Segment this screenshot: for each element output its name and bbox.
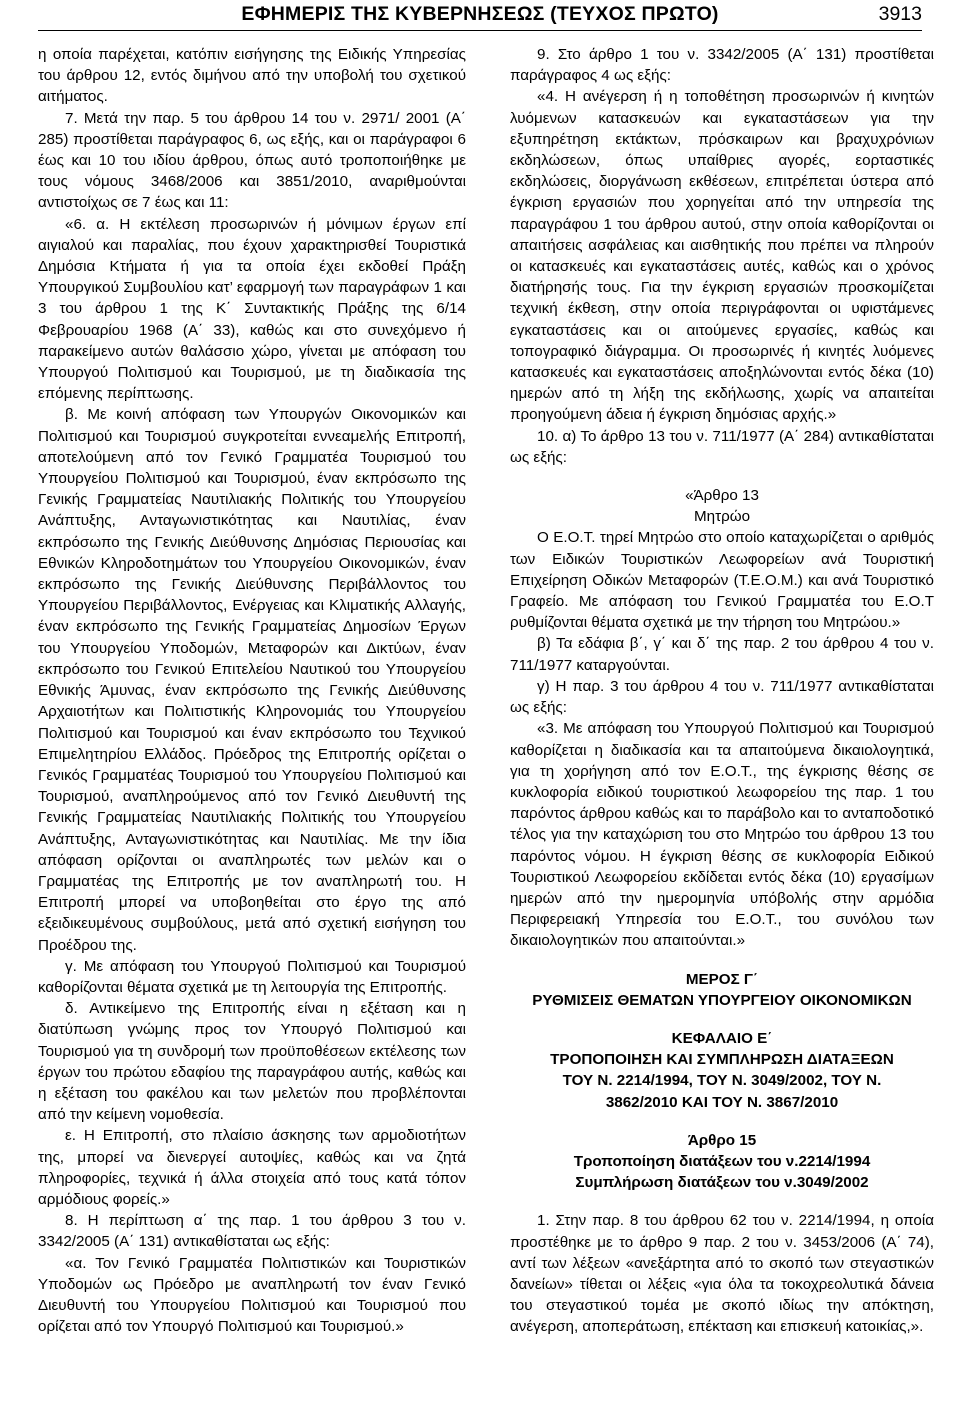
part-title: ΡΥΘΜΙΣΕΙΣ ΘΕΜΑΤΩΝ ΥΠΟΥΡΓΕΙΟΥ ΟΙΚΟΝΟΜΙΚΩΝ: [532, 991, 912, 1009]
paragraph: 1. Στην παρ. 8 του άρθρου 62 του ν. 2214/1994, η οποία προστέθηκε με το άρθρο 9 παρ. 2 του ν. 3453/2006 (Α΄ 74), αντί των λέξεων «ανεξάρτητα από το σκοπό των στεγαστικών δανείων» τίθεται οι λέξεις «για όλα τα τοκοχρεολυτικά δάνεια του στεγαστικού τομέα με σκοπό ιδίως την απόκτηση, ανέγερση, αποπεράτωση, επέκταση και επισκευή κατοικίας,».: [510, 1212, 934, 1336]
spacer: [510, 952, 934, 969]
paragraph: η οποία παρέχεται, κατόπιν εισήγησης της Ειδικής Υπηρεσίας του άρθρου 12, εντός διμήνου από την υποβολή του σχετικού αιτήματος.: [38, 46, 466, 106]
left-column: [38, 44, 466, 1337]
right-column: [510, 44, 934, 1338]
paragraph: δ. Αντικείμενο της Επιτροπής είναι η εξέταση και η διατύπωση γνώμης προς τον Υπουργό Πολιτισμού και Τουρισμού για τη συνδρομή των προϋποθέσεων εκτέλεσης των έργων του πρώτου εδαφίου της παραγράφου αυτής, καθώς και η εξέταση του φακέλου και των μελετών που προβλέπονται από την κείμενη νομοθεσία.: [38, 1000, 466, 1124]
spacer: [510, 1193, 934, 1210]
article-title: Συμπλήρωση διατάξεων του ν.3049/2002: [575, 1174, 869, 1192]
spacer: [510, 1011, 934, 1028]
paragraph: «α. Τον Γενικό Γραμματέα Πολιτιστικών και Τουριστικών Υποδομών ως Πρόεδρο με αναπληρωτή τον έναν Γενικό Διευθυντή του Υπουργείου Πολιτισμού και Τουρισμού που ορίζεται από τον Υπουργό Πολιτισμού και Τουρισμού.»: [38, 1254, 466, 1336]
paragraph: 10. α) Το άρθρο 13 του ν. 711/1977 (Α΄ 284) αντικαθίσταται ως εξής:: [510, 427, 934, 466]
paragraph: γ. Με απόφαση του Υπουργού Πολιτισμού και Τουρισμού καθορίζονται θέματα σχετικά με τη λειτουργία της Επιτροπής.: [38, 957, 466, 996]
paragraph: «6. α. Η εκτέλεση προσωρινών ή μόνιμων έργων επί αιγιαλού και παραλίας, που έχουν χαρακτηρισθεί Τουριστικά Δημόσια Κτήματα ή για τα οποία έχει εκδοθεί Πράξη Υπουργικού Συμβουλίου κατ’ εφαρμογή των παραγράφων 1 και 3 του άρθρου 1 της Κ΄ Συντακτικής Πράξης της 6/14 Φεβρουαρίου 1968 (Α΄ 33), καθώς και στο συνεχόμενο ή παρακείμενο αυτών θαλάσσιο χώρο, γίνεται με απόφαση του Υπουργού Πολιτισμού και Τουρισμού, με τη διαδικασία της επόμενης περίπτωσης.: [38, 215, 466, 403]
spacer: [510, 1113, 934, 1130]
paragraph: ε. Η Επιτροπή, στο πλαίσιο άσκησης των αρμοδιοτήτων της, μπορεί να διενεργεί αυτοψίες, καθώς και να ζητά πληροφορίες, τεχνικά ή άλλα στοιχεία από τους κατά τόπον αρμόδιους φορείς.»: [38, 1127, 466, 1208]
article-heading: Άρθρο 15: [687, 1131, 757, 1149]
paragraph: β) Τα εδάφια β΄, γ΄ και δ΄ της παρ. 2 του άρθρου 4 του ν. 711/1977 καταργούνται.: [510, 635, 934, 674]
paragraph: γ) Η παρ. 3 του άρθρου 4 του ν. 711/1977 αντικαθίσταται ως εξής:: [510, 677, 934, 717]
paragraph: Ο Ε.Ο.Τ. τηρεί Μητρώο στο οποίο καταχωρίζεται ο αριθμός των Ειδικών Τουριστικών Λεωφορείων ανά Τουριστική Επιχείρηση Οδικών Μεταφορών (Τ.Ε.Ο.Μ.) και ανά Τουριστικό Γραφείο. Με απόφαση του Γενικού Γραμματέα του Ε.Ο.Τ ρυθμίζονται θέματα σχετικά με την τήρηση του Μητρώου.»: [510, 529, 934, 632]
gazette-title: ΕΦΗΜΕΡΙΣ ΤΗΣ ΚΥΒΕΡΝΗΣΕΩΣ (ΤΕΥΧΟΣ ΠΡΩΤΟ): [241, 3, 719, 25]
paragraph: «3. Με απόφαση του Υπουργού Πολιτισμού και Τουρισμού καθορίζεται η διαδικασία και τα απαιτούμενα δικαιολογητικά, για τη χορήγηση από τον Ε.Ο.Τ., της έγκρισης θέσης σε κυκλοφορία ειδικού τουριστικού λεωφορείου της παρ. 1 του παρόντος άρθρου καθώς και το παράβολο και το ανταποδοτικό τέλος για την καταχώριση του στο Μητρώο του άρθρου 13 του παρόντος νόμου. Η έγκριση θέσης σε κυκλοφορία Ειδικού Τουριστικού Λεωφορείου εκδίδεται εντός δέκα (10) εργασίμων ημερών από την ημερομηνία υπόβολής στην αρμόδια Περιφερειακή Υπηρεσία του Ε.Ο.Τ., του συνόλου των δικαιολογητικών που απαιτούνται.»: [510, 720, 934, 950]
chapter-title: ΤΡΟΠΟΠΟΙΗΣΗ ΚΑΙ ΣΥΜΠΛΗΡΩΣΗ ΔΙΑΤΑΞΕΩΝ: [550, 1051, 894, 1069]
paragraph: 9. Στο άρθρο 1 του ν. 3342/2005 (Α΄ 131) προστίθεται παράγραφος 4 ως εξής:: [510, 46, 934, 85]
article-title: Τροποποίηση διατάξεων του ν.2214/1994: [573, 1152, 871, 1170]
paragraph: «4. Η ανέγερση ή η τοποθέτηση προσωρινών ή κινητών λυόμενων κατασκευών και εγκαταστάσεων για την εξυπηρέτηση εκτάκτων, πρόσκαιρων και βραχυχρόνιων εκδηλώσεων, όπως υπαίθριες αγορές, εορταστικές εκδηλώσεις, διοργάνωση εκθέσεων, επιτρέπεται ύστερα από έγκριση εργασιών που χορηγείται από την υπηρεσία της παραγράφου 1 του άρθρου αυτού, στην οποία καθορίζονται οι απαιτήσεις ασφάλειας και αισθητικής που πρέπει να πληρούν οι κατασκευές και εγκαταστάσεις αυτές, καθώς και ο χρόνος διατήρησής τους. Για την έγκριση εργασιών προσκομίζεται τεχνική έκθεση, στην οποία περιγράφονται οι υφιστάμενες εγκαταστάσεις και οι αιτούμενες εργασίες, καθώς και τοπογραφικό διάγραμμα. Οι προσωρινές ή κινητές λυόμενες κατασκευές και εγκαταστάσεις αποξηλώνονται εντός δέκα (10) ημερών από τη λήξη της εκδήλωσης, χωρίς να απαιτείται προηγούμενη άδεια ή έγκριση δημόσιας αρχής.»: [510, 88, 934, 424]
article-title: Μητρώο: [693, 508, 751, 526]
article-heading: «Άρθρο 13: [685, 487, 759, 505]
paragraph: 7. Μετά την παρ. 5 του άρθρου 14 του ν. 2971/ 2001 (Α΄ 285) προστίθεται παράγραφος 6, ως εξής, και οι παράγραφοι 6 έως και 10 του ιδίου άρθρου, όπως αυτό τροποποιήθηκε με τους νόμους 3468/2006 και 3851/2010, αναριθμούνται αντιστοίχως σε 7 έως και 11:: [38, 109, 466, 212]
page-number: 3913: [878, 3, 922, 25]
chapter-title: ΤΟΥ Ν. 2214/1994, ΤΟΥ Ν. 3049/2002, ΤΟΥ Ν.: [562, 1072, 882, 1090]
spacer: [510, 468, 934, 485]
part-heading: ΜΕΡΟΣ Γ΄: [685, 970, 759, 988]
paragraph: β. Με κοινή απόφαση των Υπουργών Οικονομικών και Πολιτισμού και Τουρισμού συγκροτείται εννεαμελής Επιτροπή, αποτελούμενη από τον Γενικό Γραμματέα Τουρισμού του Υπουργείου Πολιτισμού και Τουρισμού, έναν εκπρόσωπο της Γενικής Γραμματείας Ναυτιλιακής Πολιτικής του Υπουργείου Ανάπτυξης, Ανταγωνιστικότητας και Ναυτιλίας, έναν εκπρόσωπο της Γενικής Διεύθυνσης Δημόσιας Περιουσίας και Εθνικών Κληροδοτημάτων του Υπουργείου Οικονομικών, έναν εκπρόσωπο της Γενικής Διεύθυνσης Περιβάλλοντος του Υπουργείου Περιβάλλοντος, Ενέργειας και Κλιματικής Αλλαγής, έναν εκπρόσωπο της Γενικής Γραμματείας Δημοσίων Έργων του Υπουργείου Υποδομών, Μεταφορών και Δικτύων, έναν εκπρόσωπο του Γενικού Επιτελείου Ναυτικού του Υπουργείου Εθνικής Άμυνας, έναν εκπρόσωπο της Γενικής Διεύθυνσης Αρχαιοτήτων και Πολιτιστικής Κληρονομιάς του Υπουργείου Πολιτισμού και Τουρισμού και έναν εκπρόσωπο του Τεχνικού Επιμελητηρίου Ελλάδος. Πρόεδρος της Επιτροπής ορίζεται ο Γενικός Γραμματέας Τουρισμού του Υπουργείου Πολιτισμού και Τουρισμού, αναπληρούμενος από τον Γενικό Διευθυντή της Γενικής Γραμματείας Ναυτιλιακής Πολιτικής του Υπουργείου Ανάπτυξης, Ανταγωνιστικότητας και Ναυτιλίας. Με την ίδια απόφαση ορίζονται οι αναπληρωτές των μελών και ο Γραμματέας της Επιτροπής με τον αναπληρωτή του. Η Επιτροπή μπορεί να υποβοηθείται στο έργο της από εξειδικευμένους συμβούλους, μετά από σχετική εισήγηση του Προέδρου της.: [38, 406, 466, 954]
paragraph: 8. Η περίπτωση α΄ της παρ. 1 του άρθρου 3 του ν. 3342/2005 (Α΄ 131) αντικαθίσταται ως εξής:: [38, 1212, 466, 1251]
chapter-heading: ΚΕΦΑΛΑΙΟ Ε΄: [671, 1029, 773, 1047]
page-header: [38, 0, 922, 31]
chapter-title: 3862/2010 ΚΑΙ ΤΟΥ Ν. 3867/2010: [605, 1093, 839, 1111]
